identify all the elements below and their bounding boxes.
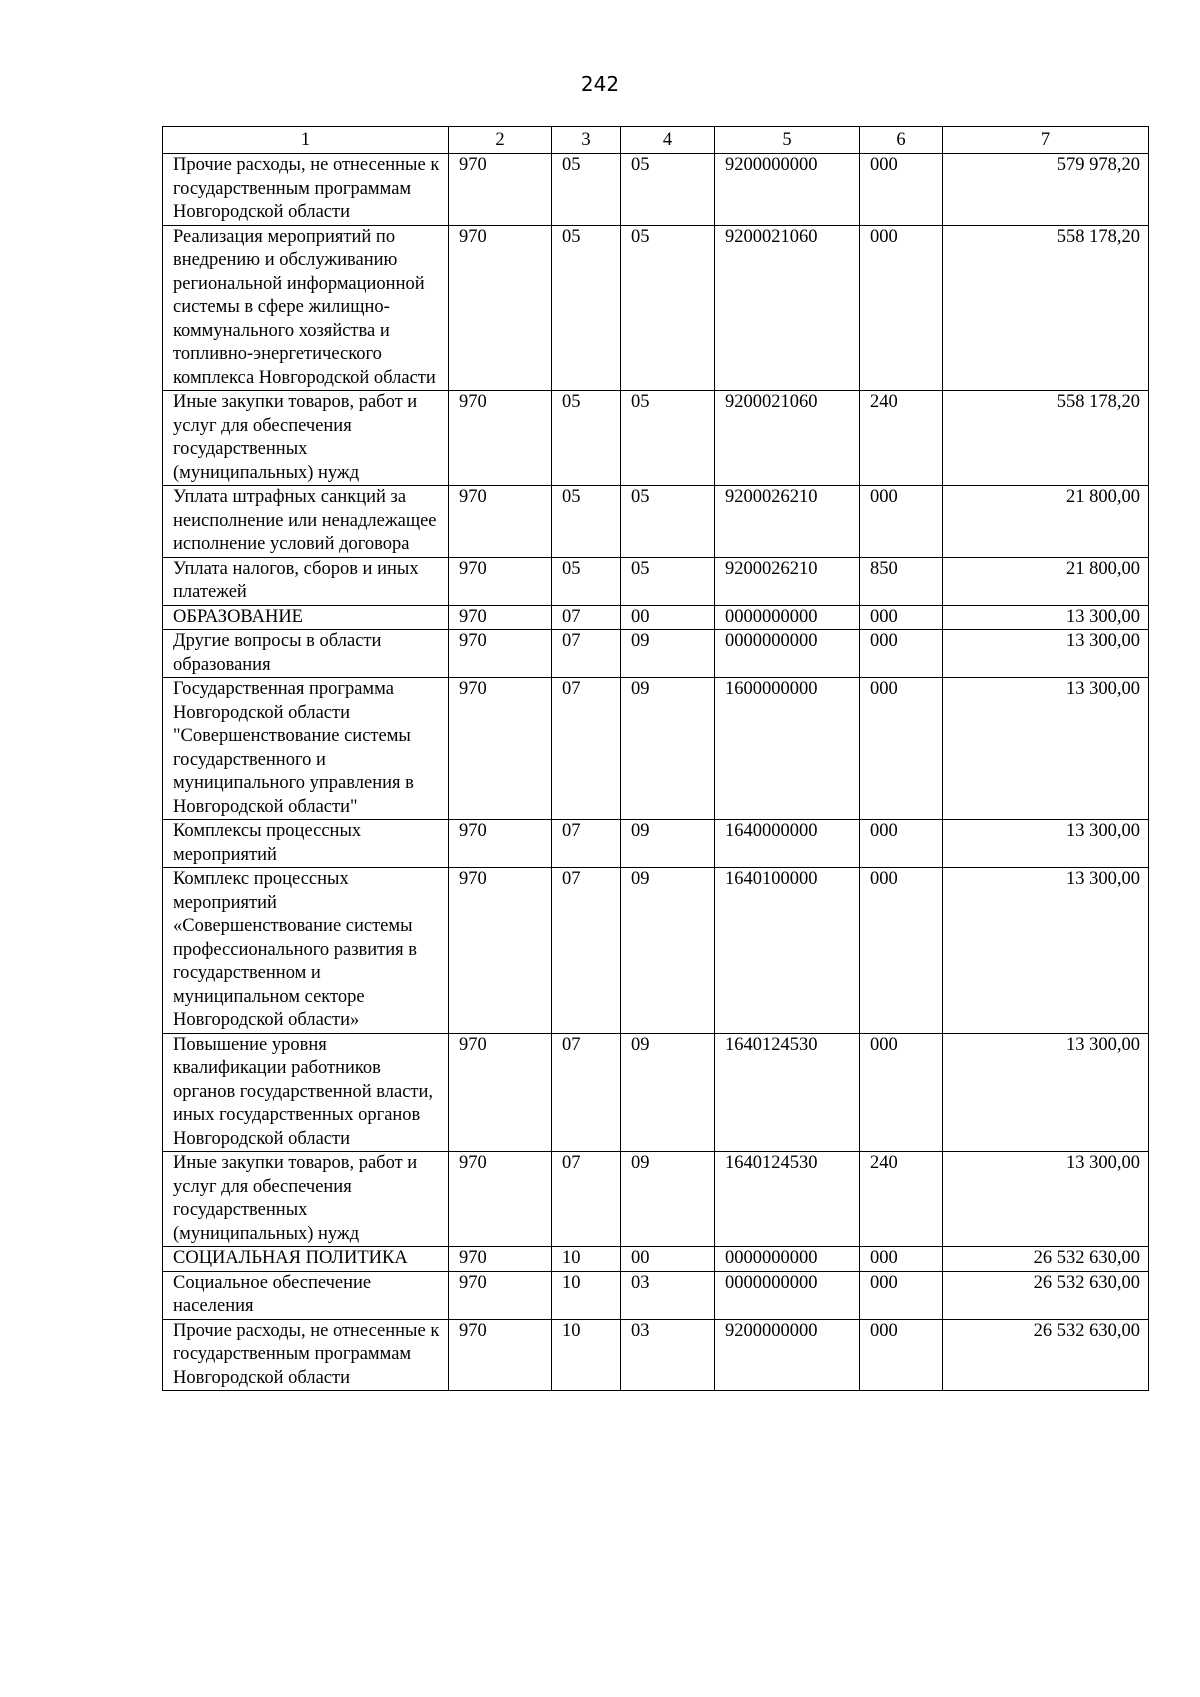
expense-type-cell: 000 [860,678,943,820]
expense-type-cell: 240 [860,1152,943,1247]
budget-table [162,126,1149,1391]
expense-type-cell: 000 [860,605,943,630]
amount-cell: 26 532 630,00 [943,1247,1149,1272]
amount-cell: 579 978,20 [943,154,1149,226]
razdel-cell: 05 [552,391,621,486]
column-header: 3 [552,127,621,154]
row-name-cell: Иные закупки товаров, работ и услуг для обеспечения государственных (муниципальных) нужд [163,1152,449,1247]
razdel-cell: 07 [552,868,621,1034]
razdel-cell: 07 [552,820,621,868]
target-article-cell: 1600000000 [715,678,860,820]
column-header: 2 [449,127,552,154]
target-article-cell: 0000000000 [715,1271,860,1319]
target-article-cell: 0000000000 [715,605,860,630]
vedomstvo-cell: 970 [449,557,552,605]
target-article-cell: 0000000000 [715,1247,860,1272]
expense-type-cell: 000 [860,1271,943,1319]
column-header: 4 [621,127,715,154]
vedomstvo-cell: 970 [449,1247,552,1272]
vedomstvo-cell: 970 [449,1271,552,1319]
expense-type-cell: 000 [860,868,943,1034]
row-name-cell: Комплексы процессных мероприятий [163,820,449,868]
podrazdel-cell: 05 [621,486,715,558]
row-name-cell: Иные закупки товаров, работ и услуг для обеспечения государственных (муниципальных) нужд [163,391,449,486]
column-header: 5 [715,127,860,154]
table-row [163,605,1149,630]
podrazdel-cell: 09 [621,678,715,820]
podrazdel-cell: 03 [621,1271,715,1319]
column-header: 6 [860,127,943,154]
podrazdel-cell: 00 [621,1247,715,1272]
razdel-cell: 10 [552,1319,621,1391]
vedomstvo-cell: 970 [449,1319,552,1391]
vedomstvo-cell: 970 [449,820,552,868]
table-row [163,630,1149,678]
podrazdel-cell: 03 [621,1319,715,1391]
row-name-cell: Уплата штрафных санкций за неисполнение или ненадлежащее исполнение условий договора [163,486,449,558]
page-number: 242 [580,72,620,96]
amount-cell: 13 300,00 [943,678,1149,820]
column-header: 1 [163,127,449,154]
table-row [163,1033,1149,1152]
expense-type-cell: 000 [860,1033,943,1152]
row-name-cell: Прочие расходы, не отнесенные к государственным программам Новгородской области [163,154,449,226]
vedomstvo-cell: 970 [449,486,552,558]
target-article-cell: 0000000000 [715,630,860,678]
podrazdel-cell: 09 [621,1033,715,1152]
target-article-cell: 9200000000 [715,1319,860,1391]
razdel-cell: 10 [552,1271,621,1319]
vedomstvo-cell: 970 [449,678,552,820]
razdel-cell: 10 [552,1247,621,1272]
row-name-cell: Прочие расходы, не отнесенные к государственным программам Новгородской области [163,1319,449,1391]
table-row [163,154,1149,226]
amount-cell: 13 300,00 [943,868,1149,1034]
vedomstvo-cell: 970 [449,630,552,678]
razdel-cell: 07 [552,1033,621,1152]
podrazdel-cell: 05 [621,557,715,605]
razdel-cell: 07 [552,630,621,678]
podrazdel-cell: 05 [621,391,715,486]
expense-type-cell: 000 [860,225,943,391]
podrazdel-cell: 09 [621,820,715,868]
razdel-cell: 05 [552,225,621,391]
row-name-cell: Государственная программа Новгородской области "Совершенствование системы государственного и муниципального управления в Новгородской области" [163,678,449,820]
vedomstvo-cell: 970 [449,868,552,1034]
expense-type-cell: 850 [860,557,943,605]
row-name-cell: ОБРАЗОВАНИЕ [163,605,449,630]
amount-cell: 21 800,00 [943,557,1149,605]
podrazdel-cell: 09 [621,1152,715,1247]
header-row [163,127,1149,154]
row-name-cell: Повышение уровня квалификации работников органов государственной власти, иных государственных органов Новгородской области [163,1033,449,1152]
table-row [163,557,1149,605]
amount-cell: 558 178,20 [943,225,1149,391]
target-article-cell: 1640100000 [715,868,860,1034]
amount-cell: 13 300,00 [943,1033,1149,1152]
vedomstvo-cell: 970 [449,154,552,226]
expense-type-cell: 000 [860,820,943,868]
expense-type-cell: 000 [860,154,943,226]
table-row [163,1271,1149,1319]
amount-cell: 13 300,00 [943,605,1149,630]
expense-type-cell: 000 [860,1247,943,1272]
row-name-cell: Уплата налогов, сборов и иных платежей [163,557,449,605]
razdel-cell: 07 [552,1152,621,1247]
amount-cell: 21 800,00 [943,486,1149,558]
razdel-cell: 05 [552,154,621,226]
razdel-cell: 05 [552,486,621,558]
target-article-cell: 1640124530 [715,1152,860,1247]
table-row [163,225,1149,391]
amount-cell: 26 532 630,00 [943,1319,1149,1391]
column-header: 7 [943,127,1149,154]
expense-type-cell: 000 [860,486,943,558]
target-article-cell: 9200026210 [715,557,860,605]
table-row [163,820,1149,868]
podrazdel-cell: 00 [621,605,715,630]
amount-cell: 558 178,20 [943,391,1149,486]
table-row [163,391,1149,486]
table-body [163,154,1149,1391]
row-name-cell: СОЦИАЛЬНАЯ ПОЛИТИКА [163,1247,449,1272]
vedomstvo-cell: 970 [449,225,552,391]
podrazdel-cell: 05 [621,225,715,391]
table-row [163,1152,1149,1247]
row-name-cell: Социальное обеспечение населения [163,1271,449,1319]
table-row [163,486,1149,558]
row-name-cell: Реализация мероприятий по внедрению и обслуживанию региональной информационной системы в сфере жилищно-коммунального хозяйства и топливно-энергетического комплекса Новгородской области [163,225,449,391]
vedomstvo-cell: 970 [449,1033,552,1152]
expense-type-cell: 240 [860,391,943,486]
table-row [163,1247,1149,1272]
podrazdel-cell: 09 [621,868,715,1034]
podrazdel-cell: 05 [621,154,715,226]
row-name-cell: Другие вопросы в области образования [163,630,449,678]
amount-cell: 13 300,00 [943,630,1149,678]
vedomstvo-cell: 970 [449,1152,552,1247]
vedomstvo-cell: 970 [449,391,552,486]
podrazdel-cell: 09 [621,630,715,678]
amount-cell: 13 300,00 [943,820,1149,868]
target-article-cell: 9200021060 [715,225,860,391]
expense-type-cell: 000 [860,630,943,678]
target-article-cell: 1640124530 [715,1033,860,1152]
target-article-cell: 9200026210 [715,486,860,558]
vedomstvo-cell: 970 [449,605,552,630]
amount-cell: 26 532 630,00 [943,1271,1149,1319]
expense-type-cell: 000 [860,1319,943,1391]
razdel-cell: 07 [552,678,621,820]
target-article-cell: 9200000000 [715,154,860,226]
razdel-cell: 05 [552,557,621,605]
razdel-cell: 07 [552,605,621,630]
table-row [163,868,1149,1034]
amount-cell: 13 300,00 [943,1152,1149,1247]
table-row [163,1319,1149,1391]
target-article-cell: 9200021060 [715,391,860,486]
table-row [163,678,1149,820]
target-article-cell: 1640000000 [715,820,860,868]
row-name-cell: Комплекс процессных мероприятий «Совершенствование системы профессионального развития в государственном и муниципальном секторе Новгородской области» [163,868,449,1034]
